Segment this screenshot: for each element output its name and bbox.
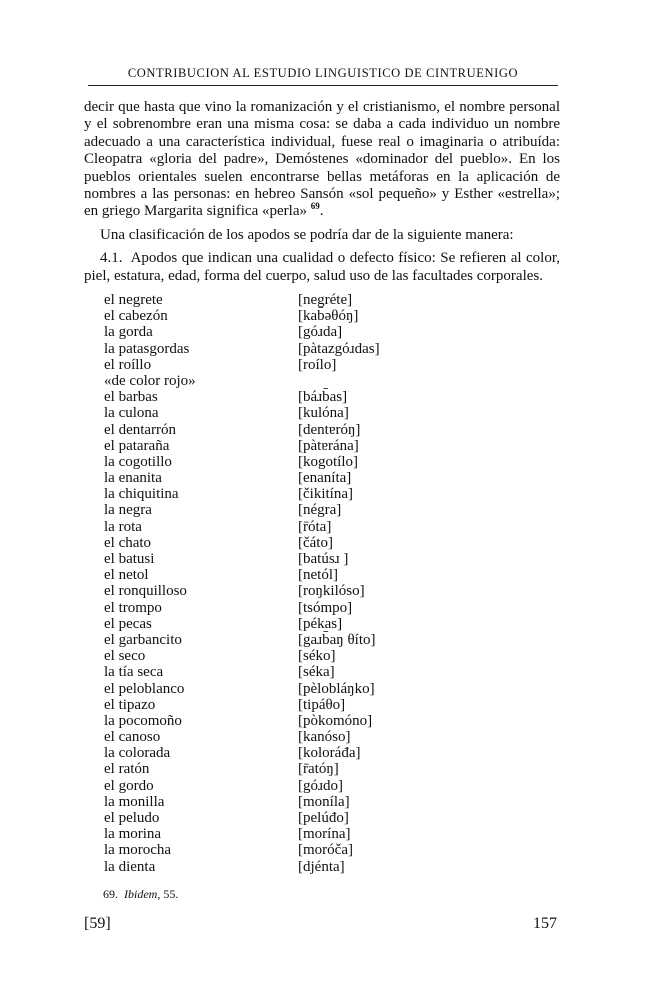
- footnote-rest: , 55.: [157, 887, 179, 901]
- apodo-transcription: [góɹda]: [298, 324, 343, 341]
- apodo-transcription: [morína]: [298, 826, 351, 843]
- apodo-transcription: [pèlobláŋko]: [298, 680, 375, 697]
- apodo-transcription: [pelúđo]: [298, 810, 349, 826]
- apodo-word: la negra: [104, 502, 152, 519]
- apodo-transcription: [pàtɐrána]: [298, 437, 359, 454]
- apodo-word: la pocomoño: [104, 712, 182, 729]
- apodo-word: el chato: [104, 534, 152, 551]
- apodo-transcription: [čikitína]: [298, 486, 353, 503]
- apodo-transcription: [r̄óta]: [298, 518, 332, 535]
- section-text: Apodos que indican una cualidad o defecto físico: Se refieren al color, piel, estatura, edad, forma del cuerpo, salud uso de las facultades corporales.: [84, 250, 560, 284]
- apodo-transcription: [roílo]: [298, 356, 337, 373]
- apodo-row: [104, 826, 524, 842]
- apodo-transcription: [čáto]: [298, 534, 333, 551]
- apodo-row: [104, 664, 524, 680]
- apodo-row: [104, 535, 524, 551]
- apodo-transcription: [kab̄ǝθóŋ]: [298, 308, 359, 325]
- apodo-transcription: [298, 373, 518, 389]
- paragraph-1: [84, 99, 560, 221]
- apodo-transcription: [negréte]: [298, 292, 353, 308]
- apodo-word: el dentarrón: [104, 421, 177, 438]
- footnote-title: Ibidem: [124, 887, 158, 901]
- apodo-row: [104, 616, 524, 632]
- apodos-list: [104, 292, 524, 875]
- apodo-word: el batusi: [104, 551, 155, 567]
- apodo-row: [104, 778, 524, 794]
- apodo-word: el roíllo: [104, 356, 152, 373]
- apodo-row: [104, 648, 524, 664]
- apodo-transcription: [pàtazgóɹdas]: [298, 340, 380, 357]
- apodo-word: el canoso: [104, 729, 161, 746]
- apodo-row: [104, 697, 524, 713]
- apodo-row: [104, 842, 524, 858]
- apodo-transcription: [pòkomóno]: [298, 712, 373, 729]
- apodo-word: la patasgordas: [104, 340, 190, 357]
- page-number: 157: [533, 915, 557, 932]
- apodo-word: la colorada: [104, 745, 171, 762]
- apodo-row: [104, 324, 524, 340]
- apodo-word: la culona: [104, 405, 159, 422]
- apodo-word: la morina: [104, 826, 162, 843]
- apodo-word: el netol: [104, 567, 149, 584]
- apodo-word: la enanita: [104, 470, 162, 487]
- apodo-row: [104, 519, 524, 535]
- apodo-word: el ratón: [104, 761, 150, 778]
- apodo-word: el peludo: [104, 810, 160, 826]
- apodo-transcription: [séka]: [298, 664, 335, 681]
- apodo-transcription: [koloráđa]: [298, 745, 361, 762]
- paragraph-1-end: .: [319, 203, 324, 220]
- apodo-transcription: [r̄atóŋ]: [298, 761, 339, 778]
- apodo-transcription: [moróča]: [298, 842, 353, 859]
- apodo-row: [104, 713, 524, 729]
- apodo-transcription: [góɹdo]: [298, 777, 343, 794]
- apodo-word: el garbancito: [104, 631, 182, 648]
- apodo-transcription: [gaɹb̄aŋ θíto]: [298, 631, 376, 648]
- apodo-transcription: [batúsɹ ]: [298, 551, 349, 567]
- apodo-row: [104, 373, 524, 389]
- body-text: [84, 99, 560, 285]
- footnote: [103, 887, 178, 902]
- apodo-row: [104, 389, 524, 405]
- apodo-word: el seco: [104, 648, 146, 665]
- paragraph-1-text: decir que hasta que vino la romanización y el cristianismo, el nombre personal y el sobrenombre eran una misma cosa: se daba a cada individuo un nombre adecuado a una característica individual, fuese real o imaginaria o atribuída: Cleopatra «gloria del padre», Demóstenes «dominador del pueblo». En los pueblos orientales suelen encontrarse bellas metáforas en la aplicación de nombres a las personas: en hebreo Sansón «sol pequeño» y Esther «estrella»; en griego Margarita significa «perla»: [84, 99, 560, 220]
- apodo-word: el pecas: [104, 615, 152, 632]
- footnote-number: 69.: [103, 887, 118, 901]
- apodo-row: [104, 729, 524, 745]
- apodo-word: el barbas: [104, 389, 158, 406]
- apodo-transcription: [kogotílo]: [298, 453, 358, 470]
- apodo-row: [104, 567, 524, 583]
- apodo-word: la gorda: [104, 324, 153, 341]
- apodo-transcription: [roŋkilóso]: [298, 583, 365, 600]
- apodo-row: [104, 357, 524, 373]
- apodo-row: [104, 438, 524, 454]
- folio-left: [59]: [84, 915, 111, 932]
- apodo-word: el pataraña: [104, 437, 170, 454]
- section-number: 4.1.: [100, 250, 123, 267]
- running-head: CONTRIBUCION AL ESTUDIO LINGUISTICO DE CINTRUENIGO: [88, 66, 558, 86]
- apodo-word: la cogotillo: [104, 453, 172, 470]
- apodo-transcription: [tipáθo]: [298, 696, 346, 713]
- apodo-word: el cabezón: [104, 308, 168, 325]
- apodo-row: [104, 308, 524, 324]
- apodo-row: [104, 292, 524, 308]
- apodo-word: la rota: [104, 518, 142, 535]
- apodo-word: el trompo: [104, 599, 162, 616]
- apodo-row: [104, 810, 524, 826]
- apodo-transcription: [netól]: [298, 567, 338, 584]
- apodo-row: [104, 486, 524, 502]
- apodo-row: [104, 502, 524, 518]
- apodo-word: la tía seca: [104, 664, 164, 681]
- apodo-word: el gordo: [104, 777, 154, 794]
- apodo-word: el tipazo: [104, 696, 156, 713]
- apodo-word: la morocha: [104, 842, 172, 859]
- apodo-row: [104, 551, 524, 567]
- apodo-transcription: [négra]: [298, 502, 342, 519]
- apodo-transcription: [djénta]: [298, 858, 345, 875]
- apodo-word: el ronquilloso: [104, 583, 187, 600]
- apodo-transcription: [moníla]: [298, 793, 350, 810]
- apodo-word: la dienta: [104, 858, 156, 875]
- apodo-row: [104, 681, 524, 697]
- apodo-row: [104, 341, 524, 357]
- apodo-transcription: [kulóna]: [298, 405, 349, 422]
- apodo-row: [104, 600, 524, 616]
- apodo-row: [104, 794, 524, 810]
- apodo-row: [104, 632, 524, 648]
- apodo-row: [104, 859, 524, 875]
- apodo-row: [104, 454, 524, 470]
- apodo-transcription: [enaníta]: [298, 470, 352, 487]
- apodo-word: «de color rojo»: [104, 372, 196, 389]
- apodo-word: la chiquitina: [104, 486, 179, 503]
- apodo-transcription: [séko]: [298, 648, 336, 665]
- apodo-word: el peloblanco: [104, 680, 185, 697]
- apodo-row: [104, 470, 524, 486]
- apodo-row: [104, 583, 524, 599]
- apodo-transcription: [báɹb̄as]: [298, 389, 348, 406]
- apodo-transcription: [tsómpo]: [298, 599, 353, 616]
- apodo-transcription: [dentɐróŋ]: [298, 421, 361, 438]
- apodo-word: la monilla: [104, 793, 165, 810]
- apodo-transcription: [kanóso]: [298, 729, 351, 746]
- apodo-row: [104, 745, 524, 761]
- apodo-row: [104, 405, 524, 421]
- paragraph-2: Una clasificación de los apodos se podría dar de la siguiente manera:: [100, 226, 514, 243]
- footnote-reference: 69: [310, 201, 320, 212]
- section-4-1: [84, 250, 560, 285]
- apodo-word: el negrete: [104, 292, 163, 308]
- apodo-transcription: [pékas]: [298, 615, 343, 632]
- apodo-row: [104, 761, 524, 777]
- apodo-row: [104, 422, 524, 438]
